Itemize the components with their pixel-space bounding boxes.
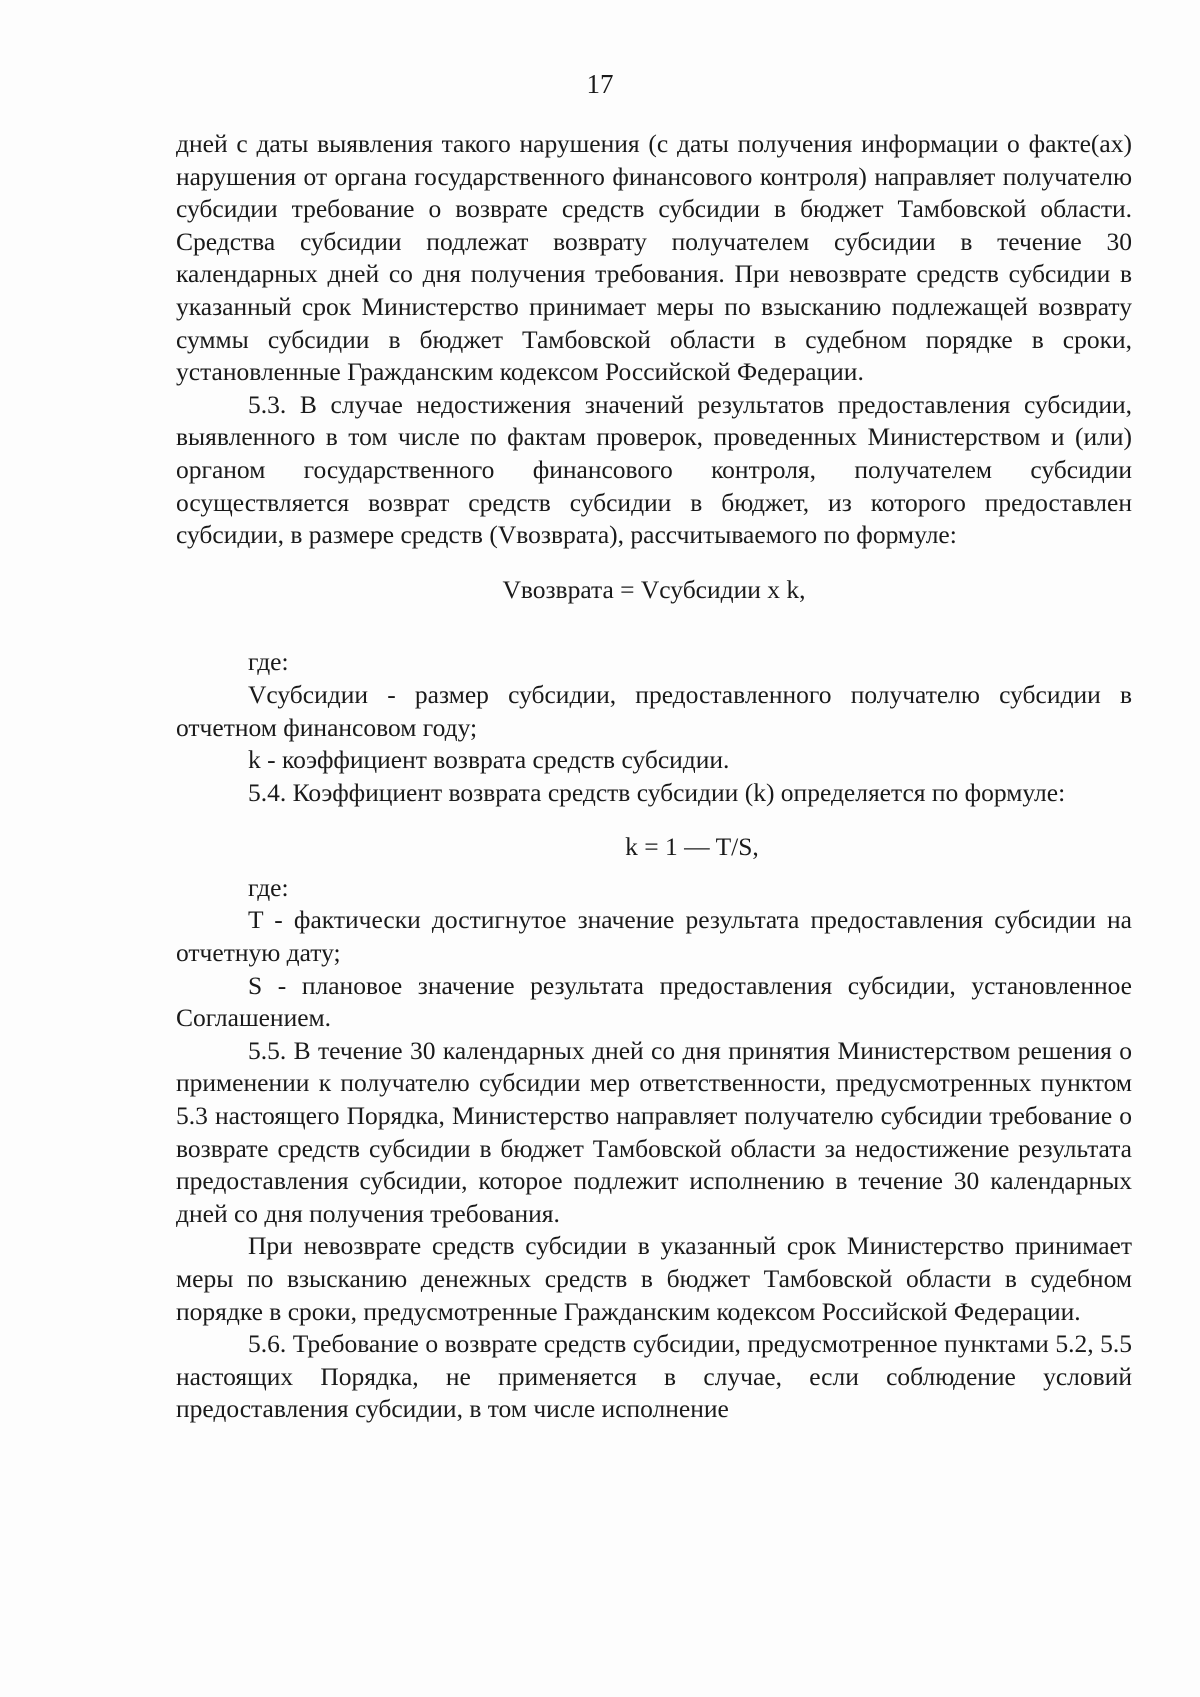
definition-k: k - коэффициент возврата средств субсидии.	[248, 745, 730, 775]
where-label-2: где:	[248, 872, 289, 902]
document-body	[176, 128, 1132, 1426]
paragraph-5-6: 5.6. Требование о возврате средств субсидии, предусмотренное пунктами 5.2, 5.5 настоящих Порядка, не применяется в случае, если соблюдение условий предоставления субсидии, в том числе исполнение	[176, 1329, 1132, 1424]
definition-s: S - плановое значение результата предоставления субсидии, установленное Соглашением.	[176, 970, 1132, 1033]
paragraph-continuation: дней с даты выявления такого нарушения (с даты получения информации о факте(ах) нарушения от органа государственного финансового контроля) направляет получателю субсидии требование о возврате средств субсидии в бюджет Тамбовской области. Средства субсидии подлежат возврату получателем субсидии в течение 30 календарных дней со дня получения требования. При невозврате средств субсидии в указанный срок Министерство принимает меры по взысканию подлежащей возврату суммы субсидии в бюджет Тамбовской области в судебном порядке в сроки, установленные Гражданским кодексом Российской Федерации.	[176, 129, 1132, 387]
paragraph-5-3: 5.3. В случае недостижения значений результатов предоставления субсидии, выявленного в том числе по фактам проверок, проведенных Министерством и (или) органом государственного финансового контроля, получателем субсидии осуществляется возврат средств субсидии в бюджет, из которого предоставлен субсидии, в размере средств (Vвозврата), рассчитываемого по формуле:	[176, 389, 1132, 550]
definition-t: T - фактически достигнутое значение результата предоставления субсидии на отчетную дату;	[176, 905, 1132, 968]
page-number: 17	[586, 69, 614, 99]
formula-coefficient: k = 1 — T/S,	[625, 832, 759, 862]
paragraph-non-return: При невозврате средств субсидии в указанный срок Министерство принимает меры по взысканию денежных средств в бюджет Тамбовской области в судебном порядке в сроки, предусмотренные Гражданским кодексом Российской Федерации.	[176, 1231, 1132, 1326]
definition-v-subsidy: Vсубсидии - размер субсидии, предоставленного получателю субсидии в отчетном финансовом году;	[176, 679, 1132, 742]
formula-refund-volume: Vвозврата = Vсубсидии x k,	[502, 574, 806, 604]
paragraph-5-4: 5.4. Коэффициент возврата средств субсидии (k) определяется по формуле:	[248, 777, 1066, 807]
where-label-1: где:	[248, 647, 289, 677]
paragraph-5-5: 5.5. В течение 30 календарных дней со дня принятия Министерством решения о применении к получателю субсидии мер ответственности, предусмотренных пунктом 5.3 настоящего Порядка, Министерство направляет получателю субсидии требование о возврате средств субсидии в бюджет Тамбовской области за недостижение результата предоставления субсидии, которое подлежит исполнению в течение 30 календарных дней со дня получения требования.	[176, 1035, 1132, 1228]
